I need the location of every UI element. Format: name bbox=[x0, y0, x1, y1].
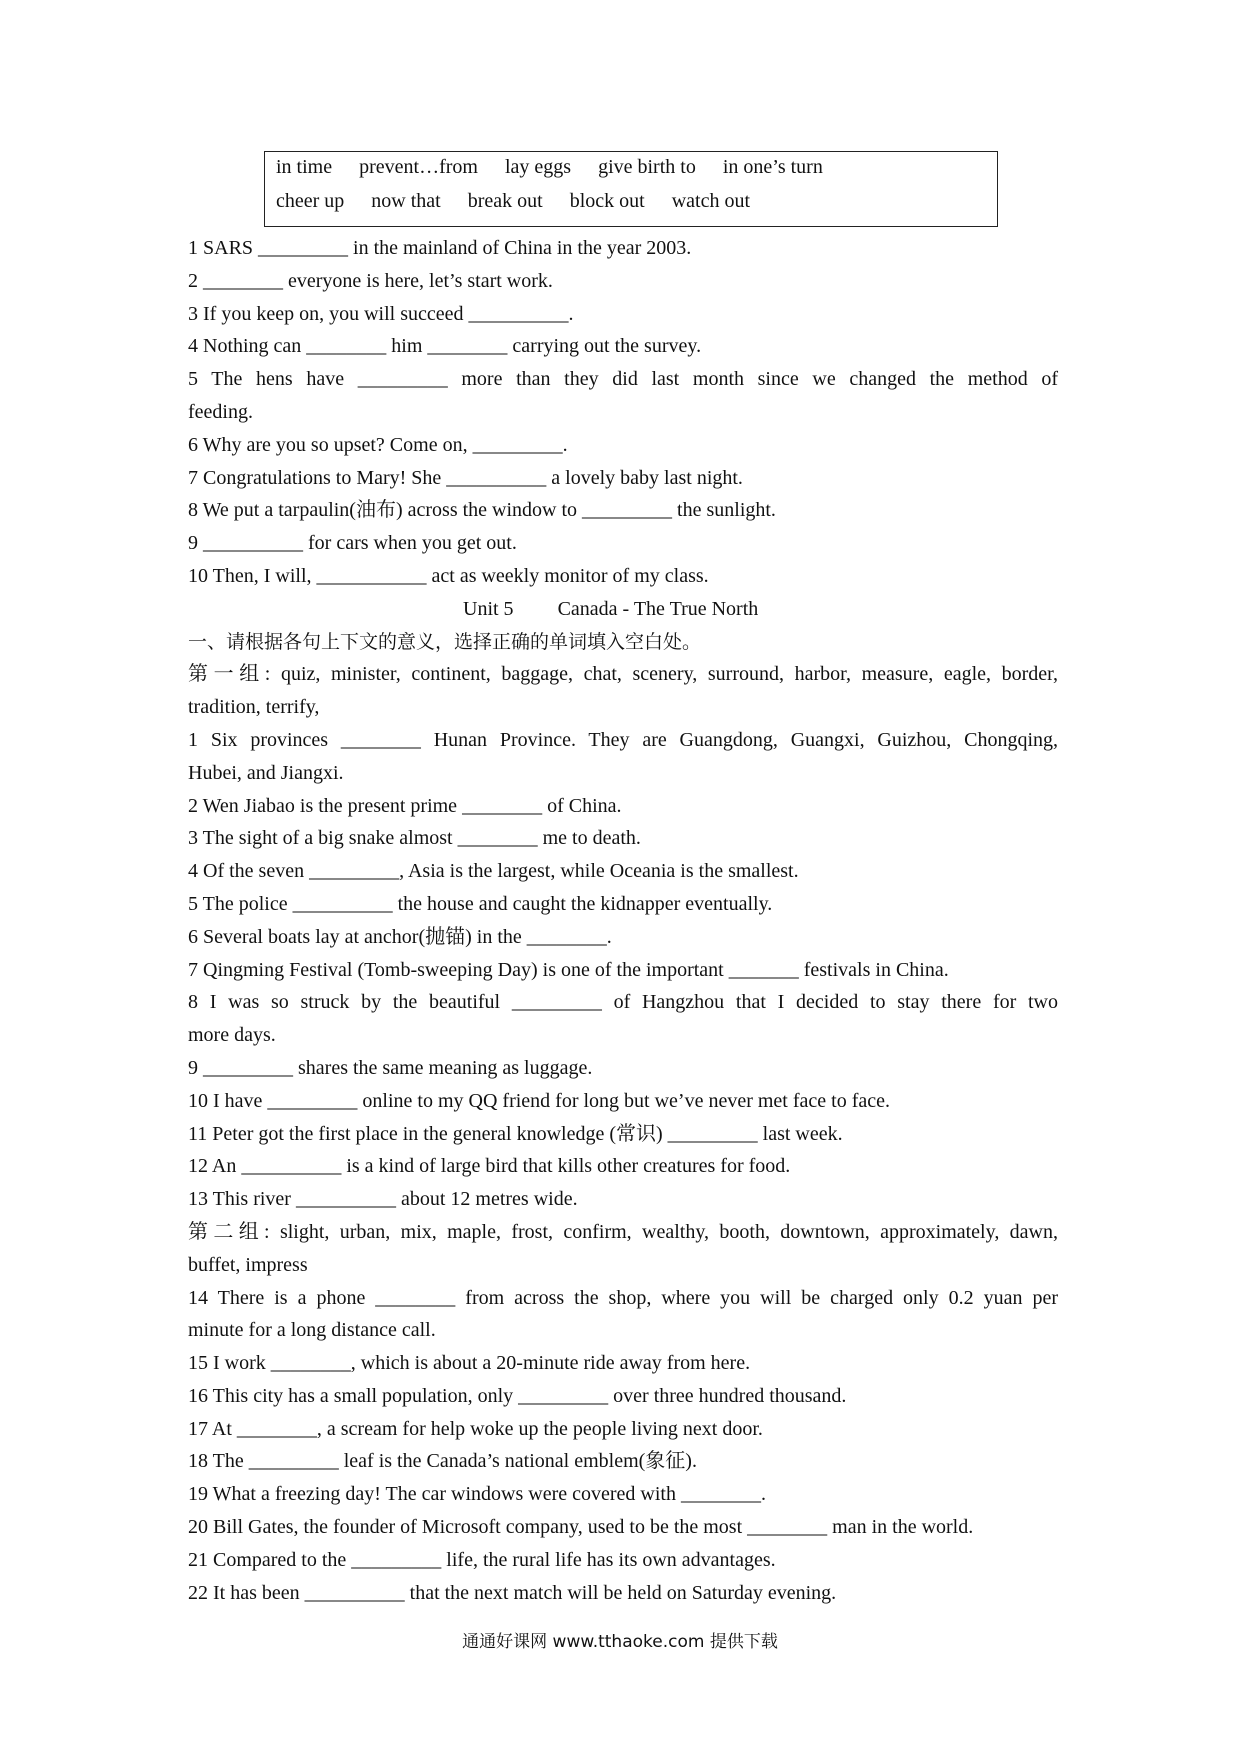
phrase: in one’s turn bbox=[722, 156, 823, 178]
exercise-line: 11 Peter got the first place in the general knowledge (常识) _________ last week. bbox=[188, 1122, 843, 1145]
exercise-line: minute for a long distance call. bbox=[188, 1319, 436, 1342]
group-2-wordlist-cont: buffet, impress bbox=[188, 1253, 308, 1276]
phrase: now that bbox=[371, 190, 441, 212]
group-1-wordlist-cont: tradition, terrify, bbox=[188, 696, 320, 719]
exercise-line: 18 The _________ leaf is the Canada’s national emblem(象征). bbox=[188, 1450, 697, 1473]
phrase-row-1 bbox=[276, 156, 845, 179]
exercise-line: 15 I work ________, which is about a 20-minute ride away from here. bbox=[188, 1352, 751, 1375]
group-2-wordlist: 第二组: slight, urban, mix, maple, frost, confirm, wealthy, booth, downtown, approximately, dawn, bbox=[188, 1220, 1058, 1243]
phrase: cheer up bbox=[276, 190, 345, 212]
unit-name: Canada - The True North bbox=[557, 597, 759, 620]
phrase: watch out bbox=[671, 190, 751, 212]
exercise-line: 1 SARS _________ in the mainland of China in the year 2003. bbox=[188, 237, 692, 259]
page-footer: 通通好课网 www.tthaoke.com 提供下载 bbox=[462, 1632, 778, 1652]
exercise-line: feeding. bbox=[188, 400, 253, 423]
phrase-row-2 bbox=[276, 190, 772, 213]
unit-number: Unit 5 bbox=[463, 597, 514, 620]
exercise-line: 6 Several boats lay at anchor(抛锚) in the ________. bbox=[188, 925, 612, 948]
phrase-box bbox=[264, 151, 998, 227]
exercise-line: 19 What a freezing day! The car windows were covered with ________. bbox=[188, 1483, 766, 1506]
exercise-line: 9 __________ for cars when you get out. bbox=[188, 532, 517, 555]
exercise-line: 8 We put a tarpaulin(油布) across the window to _________ the sunlight. bbox=[188, 499, 776, 522]
exercise-line: 2 Wen Jiabao is the present prime ________ of China. bbox=[188, 794, 622, 817]
instruction: 一、请根据各句上下文的意义，选择正确的单词填入空白处。 bbox=[188, 630, 702, 653]
exercise-line: 5 The police __________ the house and caught the kidnapper eventually. bbox=[188, 892, 773, 915]
worksheet-content bbox=[188, 232, 1058, 1609]
exercise-line: 14 There is a phone ________ from across the shop, where you will be charged only 0.2 yuan per bbox=[188, 1286, 1058, 1309]
phrase: in time bbox=[276, 156, 333, 178]
exercise-line: 2 ________ everyone is here, let’s start work. bbox=[188, 269, 553, 292]
exercise-line: 21 Compared to the _________ life, the rural life has its own advantages. bbox=[188, 1548, 776, 1571]
exercise-line: 8 I was so struck by the beautiful _________ of Hangzhou that I decided to stay there for two bbox=[188, 991, 1058, 1014]
phrase: lay eggs bbox=[504, 156, 572, 178]
exercise-line: 17 At ________, a scream for help woke up the people living next door. bbox=[188, 1417, 763, 1440]
phrase: block out bbox=[569, 190, 645, 212]
exercise-line: 3 If you keep on, you will succeed __________. bbox=[188, 302, 574, 325]
exercise-line: 7 Qingming Festival (Tomb-sweeping Day) is one of the important _______ festivals in China. bbox=[188, 958, 949, 981]
phrase: give birth to bbox=[598, 156, 696, 178]
exercise-line: 12 An __________ is a kind of large bird that kills other creatures for food. bbox=[188, 1155, 791, 1178]
exercise-line: 10 I have _________ online to my QQ friend for long but we’ve never met face to face. bbox=[188, 1089, 890, 1112]
exercise-line: 13 This river __________ about 12 metres wide. bbox=[188, 1188, 578, 1211]
exercise-line: 9 _________ shares the same meaning as luggage. bbox=[188, 1056, 593, 1079]
exercise-line: 1 Six provinces ________ Hunan Province. They are Guangdong, Guangxi, Guizhou, Chongqing, bbox=[188, 728, 1058, 751]
exercise-line: 7 Congratulations to Mary! She __________ a lovely baby last night. bbox=[188, 466, 743, 489]
group-1-wordlist: 第一组: quiz, minister, continent, baggage, chat, scenery, surround, harbor, measure, eagle, border, bbox=[188, 663, 1058, 686]
exercise-line: 10 Then, I will, ___________ act as weekly monitor of my class. bbox=[188, 564, 709, 587]
exercise-line: 6 Why are you so upset? Come on, _________. bbox=[188, 433, 568, 456]
unit-title bbox=[188, 593, 1058, 626]
exercise-line: Hubei, and Jiangxi. bbox=[188, 761, 344, 784]
phrase: prevent…from bbox=[359, 156, 478, 178]
exercise-line: more days. bbox=[188, 1024, 276, 1047]
exercise-line: 4 Of the seven _________, Asia is the largest, while Oceania is the smallest. bbox=[188, 860, 799, 883]
exercise-line: 4 Nothing can ________ him ________ carrying out the survey. bbox=[188, 335, 702, 358]
exercise-line: 3 The sight of a big snake almost ________ me to death. bbox=[188, 827, 641, 850]
exercise-line: 5 The hens have _________ more than they did last month since we changed the method of bbox=[188, 368, 1058, 391]
exercise-line: 22 It has been __________ that the next match will be held on Saturday evening. bbox=[188, 1581, 837, 1604]
exercise-line: 16 This city has a small population, only _________ over three hundred thousand. bbox=[188, 1384, 847, 1407]
phrase: break out bbox=[467, 190, 543, 212]
exercise-line: 20 Bill Gates, the founder of Microsoft company, used to be the most ________ man in the world. bbox=[188, 1516, 974, 1539]
